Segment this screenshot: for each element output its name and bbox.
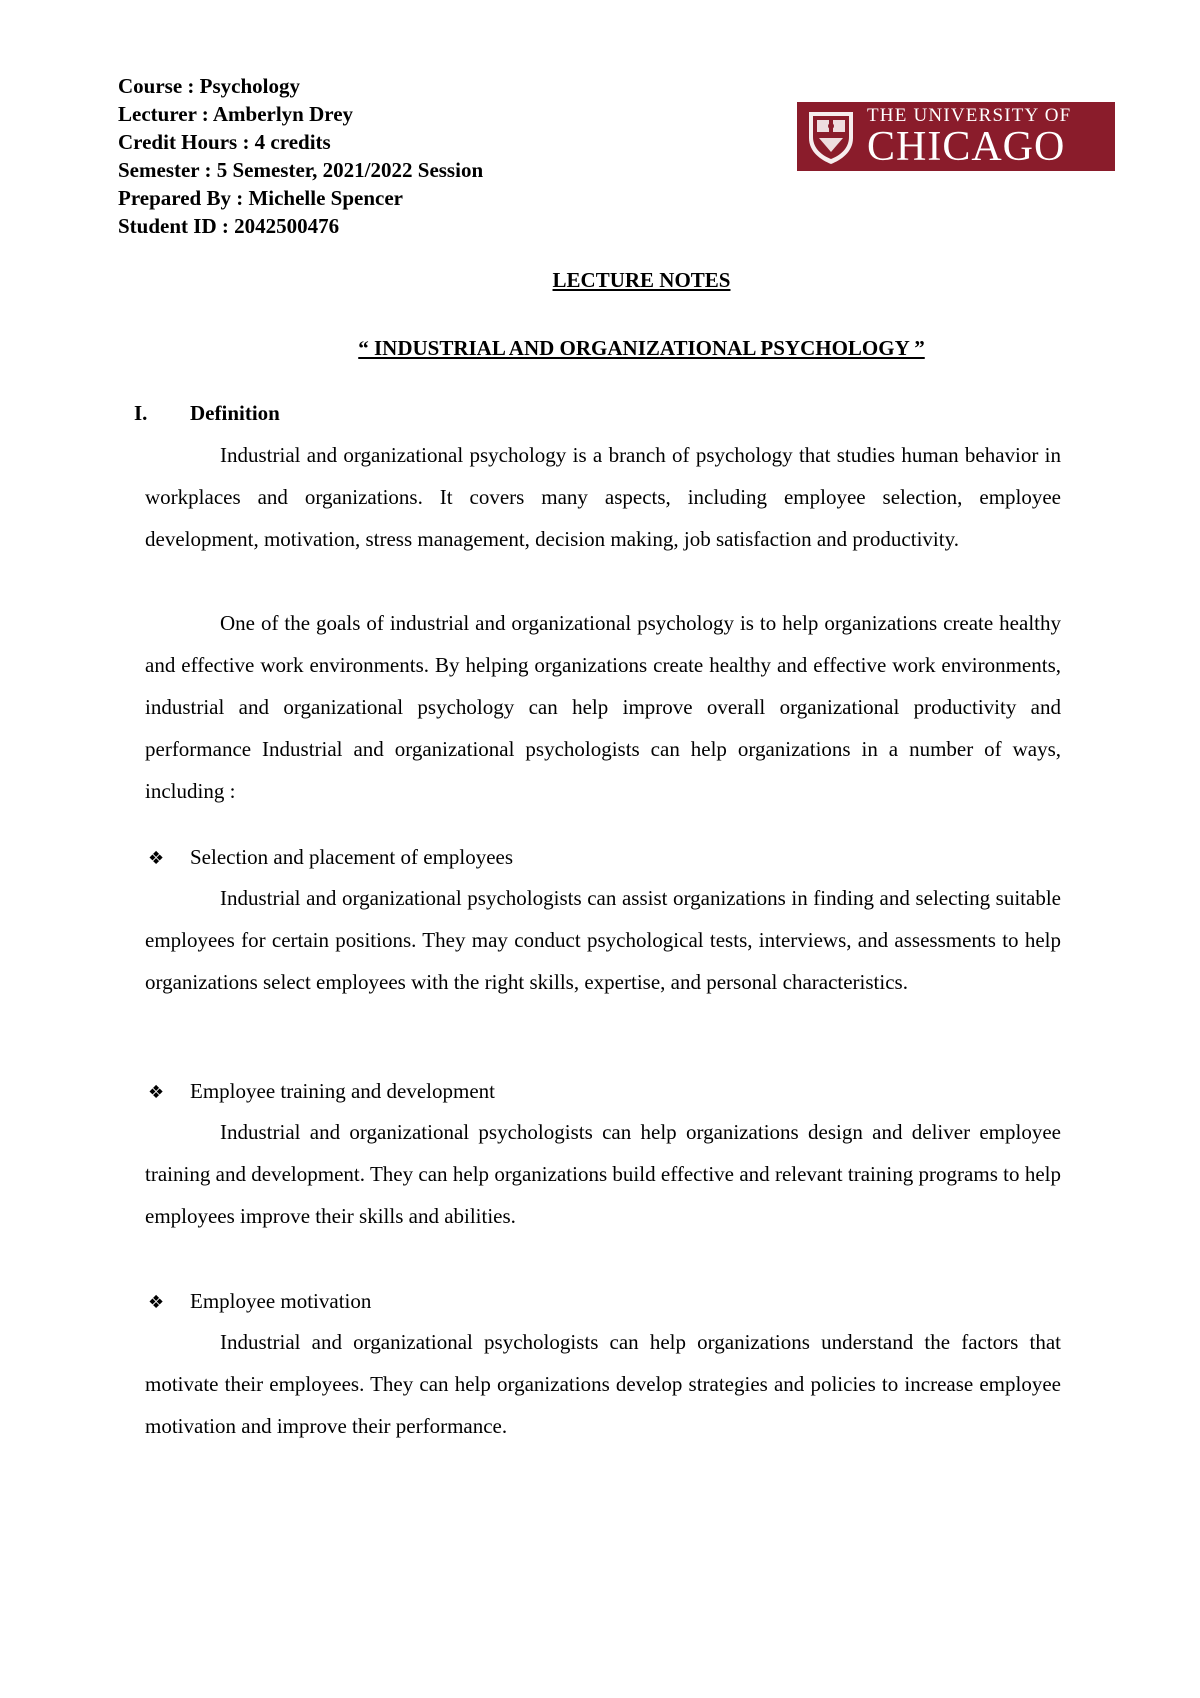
lecturer-line: Lecturer : Amberlyn Drey: [118, 102, 354, 126]
diamond-bullet-icon: ❖: [148, 1292, 165, 1313]
definition-paragraph-2: One of the goals of industrial and organizational psychology is to help organizations create healthy and effective work environments. By helping organizations create healthy and effective work environments, industrial and organizational psychology can help improve overall organizational productivity and performance Industrial and organizational psychologists can help organizations in a number of ways, including :: [145, 611, 1061, 803]
university-shield-icon: [805, 108, 857, 166]
student-id-line: Student ID : 2042500476: [118, 214, 340, 238]
bullet-heading: Employee training and development: [190, 1079, 495, 1103]
section-number: I.: [134, 401, 148, 425]
bullet-paragraph-training: Industrial and organizational psychologists can help organizations design and deliver employee training and development. They can help organizations build effective and relevant training programs to help employees improve their skills and abilities.: [145, 1120, 1061, 1228]
bullet-item-selection: [148, 843, 513, 873]
course-info-block: [118, 72, 483, 240]
subject-title: “ INDUSTRIAL AND ORGANIZATIONAL PSYCHOLOGY ”: [358, 336, 925, 360]
bullet-item-motivation: [148, 1287, 371, 1317]
prepared-by-line: Prepared By : Michelle Spencer: [118, 186, 403, 210]
section-heading: [134, 401, 280, 426]
university-logo: [797, 102, 1115, 171]
bullet-heading: Selection and placement of employees: [190, 845, 514, 869]
course-line: Course : Psychology: [118, 74, 300, 98]
logo-line-2: CHICAGO: [867, 123, 1066, 170]
bullet-item-training: [148, 1077, 495, 1107]
logo-wordmark: [867, 106, 1071, 168]
document-title: LECTURE NOTES: [552, 268, 731, 292]
diamond-bullet-icon: ❖: [148, 848, 165, 869]
section-title: Definition: [190, 401, 280, 425]
bullet-paragraph-motivation: Industrial and organizational psychologists can help organizations understand the factors that motivate their employees. They can help organizations develop strategies and policies to increase employee motivation and improve their performance.: [145, 1330, 1061, 1438]
bullet-heading: Employee motivation: [190, 1289, 372, 1313]
credit-hours-line: Credit Hours : 4 credits: [118, 130, 331, 154]
bullet-paragraph-selection: Industrial and organizational psychologists can assist organizations in finding and selecting suitable employees for certain positions. They may conduct psychological tests, interviews, and assessments to help organizations select employees with the right skills, expertise, and personal characteristics.: [145, 886, 1061, 994]
logo-line-1: THE UNIVERSITY OF: [867, 104, 1072, 126]
semester-line: Semester : 5 Semester, 2021/2022 Session: [118, 158, 484, 182]
definition-paragraph-1: Industrial and organizational psychology is a branch of psychology that studies human behavior in workplaces and organizations. It covers many aspects, including employee selection, employee development, motivation, stress management, decision making, job satisfaction and productivity.: [145, 443, 1061, 551]
diamond-bullet-icon: ❖: [148, 1082, 165, 1103]
